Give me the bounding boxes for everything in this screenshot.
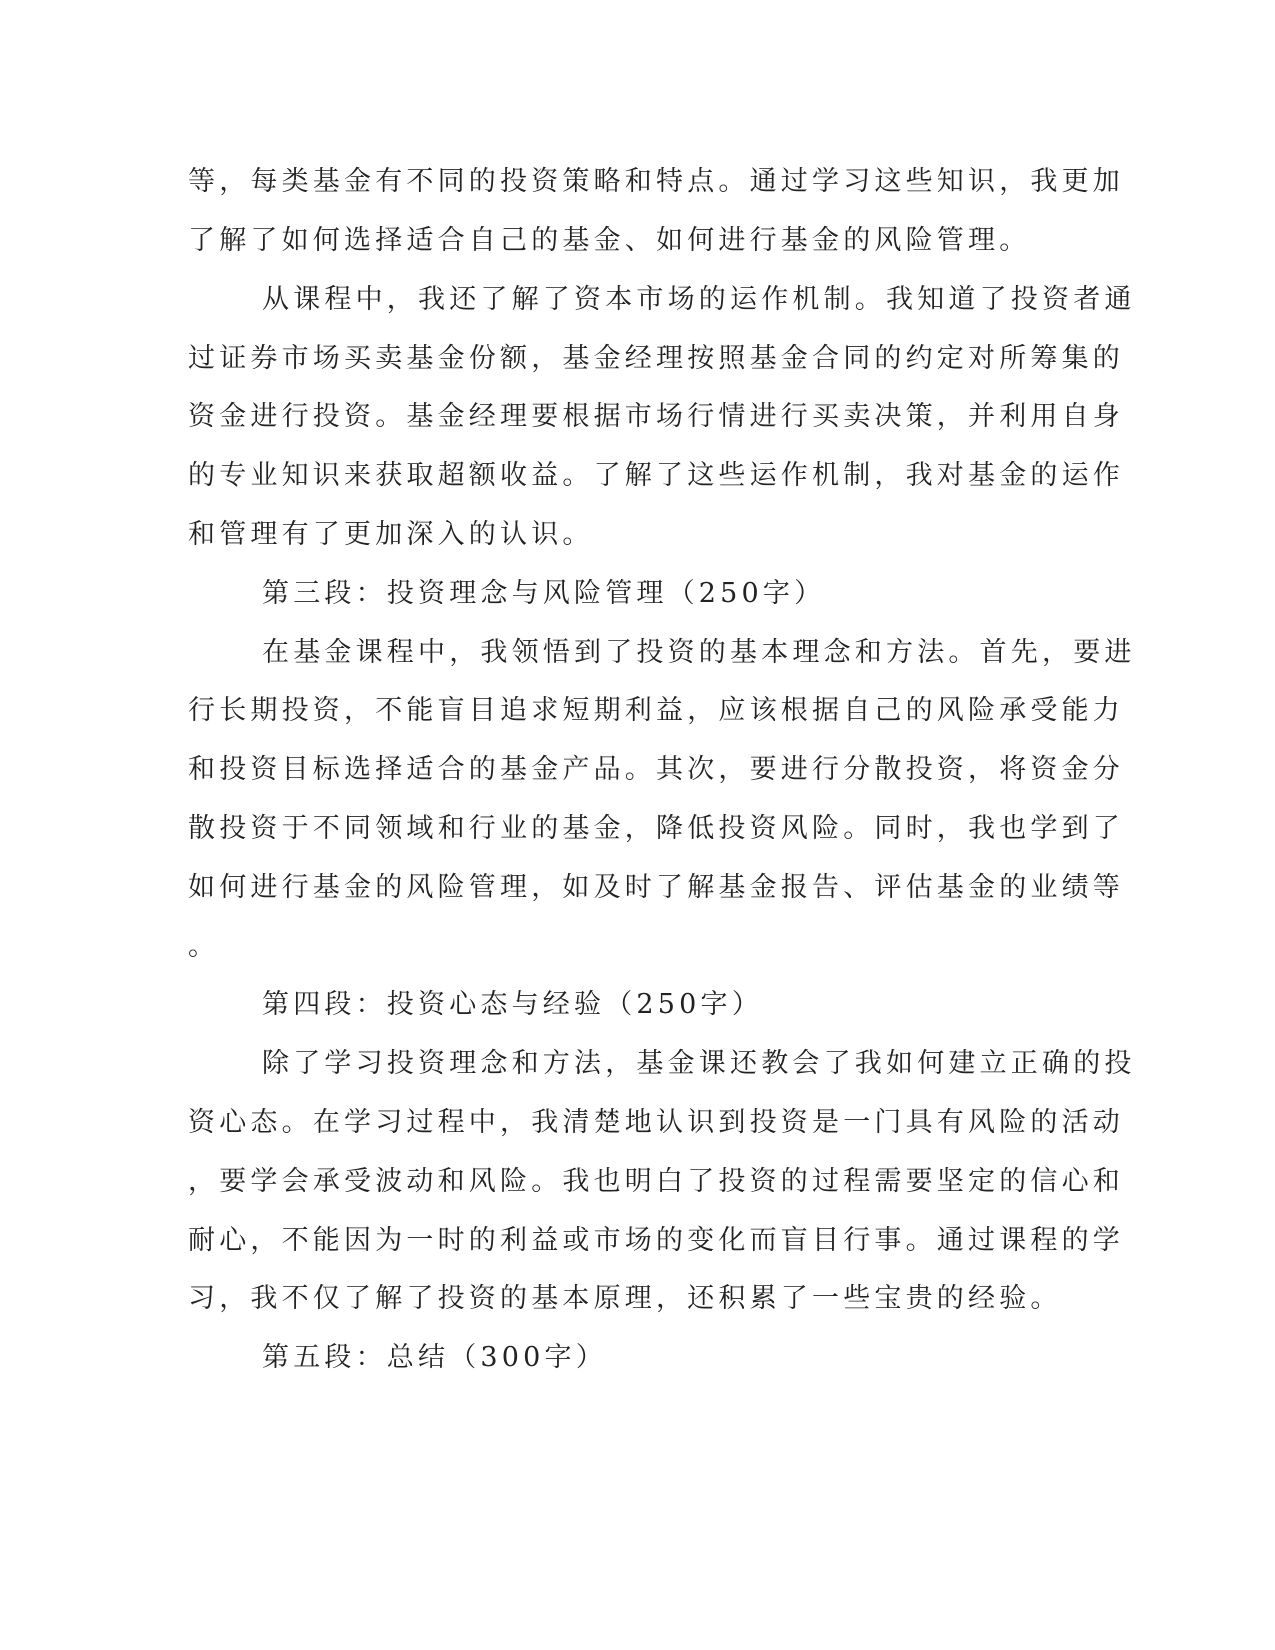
text-line: 散投资于不同领域和行业的基金，降低投资风险。同时，我也学到了 [188, 813, 1124, 844]
paragraph-start-line: 在基金课程中，我领悟到了投资的基本理念和方法。首先，要进 [262, 637, 1136, 668]
text-line: 的专业知识来获取超额收益。了解了这些运作机制，我对基金的运作 [188, 460, 1124, 491]
paragraph-start-line: 从课程中，我还了解了资本市场的运作机制。我知道了投资者通 [262, 284, 1136, 315]
text-line: 和投资目标选择适合的基金产品。其次，要进行分散投资，将资金分 [188, 754, 1124, 785]
text-line: 资心态。在学习过程中，我清楚地认识到投资是一门具有风险的活动 [188, 1107, 1124, 1138]
text-line: 如何进行基金的风险管理，如及时了解基金报告、评估基金的业绩等 [188, 872, 1124, 903]
text-line: 和管理有了更加深入的认识。 [188, 519, 594, 550]
text-line: 等，每类基金有不同的投资策略和特点。通过学习这些知识，我更加 [188, 166, 1124, 197]
paragraph-start-line: 除了学习投资理念和方法，基金课还教会了我如何建立正确的投 [262, 1048, 1136, 1079]
text-line: 。 [188, 931, 220, 962]
text-line: 习，我不仅了解了投资的基本原理，还积累了一些宝贵的经验。 [188, 1283, 1062, 1314]
section-heading: 第五段：总结（300字） [262, 1342, 607, 1373]
text-line: 行长期投资，不能盲目追求短期利益，应该根据自己的风险承受能力 [188, 695, 1124, 726]
text-line: 过证券市场买卖基金份额，基金经理按照基金合同的约定对所筹集的 [188, 343, 1124, 374]
text-line: 资金进行投资。基金经理要根据市场行情进行买卖决策，并利用自身 [188, 401, 1124, 432]
text-line: ，要学会承受波动和风险。我也明白了投资的过程需要坚定的信心和 [188, 1166, 1124, 1197]
section-heading: 第三段：投资理念与风险管理（250字） [262, 578, 826, 609]
text-line: 耐心，不能因为一时的利益或市场的变化而盲目行事。通过课程的学 [188, 1225, 1124, 1256]
section-heading: 第四段：投资心态与经验（250字） [262, 989, 763, 1020]
text-line: 了解了如何选择适合自己的基金、如何进行基金的风险管理。 [188, 225, 1031, 256]
